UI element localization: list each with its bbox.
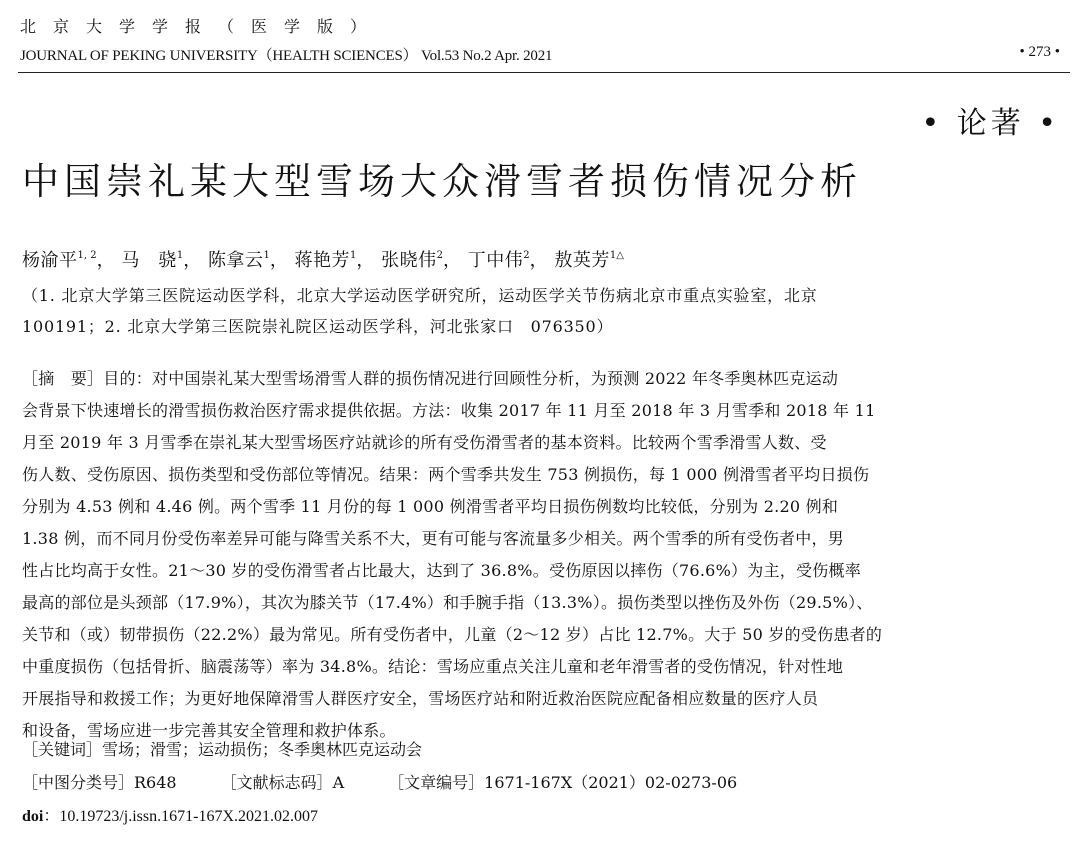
author-separator: ， [356,250,375,271]
doi-line[interactable] [22,803,318,826]
section-label: • 论著 • [921,106,1060,141]
abstract [22,363,1002,747]
author-affiliation-mark: 1 [263,250,270,261]
author-separator: ， [529,250,549,271]
author-name: 杨渝平 [22,250,78,271]
author-affiliation-mark: 2 [523,250,530,261]
abstract-line: 中重度损伤（包括骨折、脑震荡等）率为 34.8%。结论：雪场应重点关注儿童和老年滑雪者的受伤情况，针对性地 [22,657,844,676]
author-separator: ， [183,250,202,271]
author-affiliation-mark: 1 [350,250,357,261]
abstract-line: 开展指导和救援工作；为更好地保障滑雪人群医疗安全，雪场医疗站和附近救治医院应配备相应数量的医疗人员 [22,689,819,708]
abstract-line: 最高的部位是头颈部（17.9%），其次为膝关节（17.4%）和手腕手指（13.3%）。损伤类型以挫伤及外伤（29.5%）、 [22,593,873,612]
article-title: 中国崇礼某大型雪场大众滑雪者损伤情况分析 [22,160,862,203]
author-name: 丁中伟 [467,250,524,271]
doi-value[interactable]: ：10.19723/j.issn.1671-167X.2021.02.007 [43,808,319,825]
author-affiliation-mark: 1 [176,250,184,261]
author-name: 张晓伟 [381,250,437,271]
author-separator: ， [96,250,116,271]
abstract-line: ［摘 要］目的：对中国崇礼某大型雪场滑雪人群的损伤情况进行回顾性分析，为预测 2022 年冬季奥林匹克运动 [22,369,839,388]
doi-label: doi [22,808,44,825]
author-separator: ， [443,250,462,271]
author-affiliation-mark: 1△ [609,250,624,261]
abstract-line: 性占比均高于女性。21～30 岁的受伤滑雪者占比最大，达到了 36.8%。受伤原因以摔伤（76.6%）为主，受伤概率 [22,561,862,580]
author-list [22,246,624,272]
clc-number: ［中图分类号］R648 [22,773,177,792]
affiliation-line: （1. 北京大学第三医院运动医学科，北京大学运动医学研究所，运动医学关节伤病北京市重点实验室，北京 [22,286,818,305]
author-name: 敖英芳 [554,250,610,271]
affiliations [22,280,982,342]
author-affiliation-mark: 2 [436,250,444,261]
abstract-line: 月至 2019 年 3 月雪季在崇礼某大型雪场医疗站就诊的所有受伤滑雪者的基本资料。比较两个雪季滑雪人数、受 [22,433,827,452]
keywords: ［关键词］雪场；滑雪；运动损伤；冬季奥林匹克运动会 [22,740,423,759]
article-number: ［文章编号］1671-167X（2021）02-0273-06 [388,773,738,792]
journal-name-en: JOURNAL OF PEKING UNIVERSITY（HEALTH SCIENCES） Vol.53 No.2 Apr. 2021 [20,48,553,64]
document-code: ［文献标志码］A [220,773,345,792]
abstract-line: 关节和（或）韧带损伤（22.2%）最为常见。所有受伤者中，儿童（2～12 岁）占比 12.7%。大于 50 岁的受伤患者的 [22,625,883,644]
abstract-line: 分别为 4.53 例和 4.46 例。两个雪季 11 月份的每 1 000 例滑雪者平均日损伤例数均比较低，分别为 2.20 例和 [22,497,839,516]
header-rule [18,72,1070,73]
abstract-line: 和设备，雪场应进一步完善其安全管理和救护体系。 [22,721,396,740]
affiliation-line: 100191；2. 北京大学第三医院崇礼院区运动医学科，河北张家口 076350） [22,317,614,336]
abstract-line: 伤人数、受伤原因、损伤类型和受伤部位等情况。结果：两个雪季共发生 753 例损伤，每 1 000 例滑雪者平均日损伤 [22,465,870,484]
author-name: 蒋艳芳 [294,250,351,271]
page-number: • 273 • [1019,44,1060,60]
classification-line [22,770,737,793]
author-separator: ， [269,250,289,271]
author-name: 陈拿云 [207,250,264,271]
author-affiliation-mark: 1, 2 [77,250,97,261]
abstract-line: 会背景下快速增长的滑雪损伤救治医疗需求提供依据。方法：收集 2017 年 11 月至 2018 年 3 月雪季和 2018 年 11 [22,401,876,420]
abstract-line: 1.38 例，而不同月份受伤率差异可能与降雪关系不大，更有可能与客流量多少相关。两个雪季的所有受伤者中，男 [22,529,844,548]
journal-name-cn: 北京大学学报（医学版） [20,17,384,36]
author-name: 马 骁 [121,250,177,271]
